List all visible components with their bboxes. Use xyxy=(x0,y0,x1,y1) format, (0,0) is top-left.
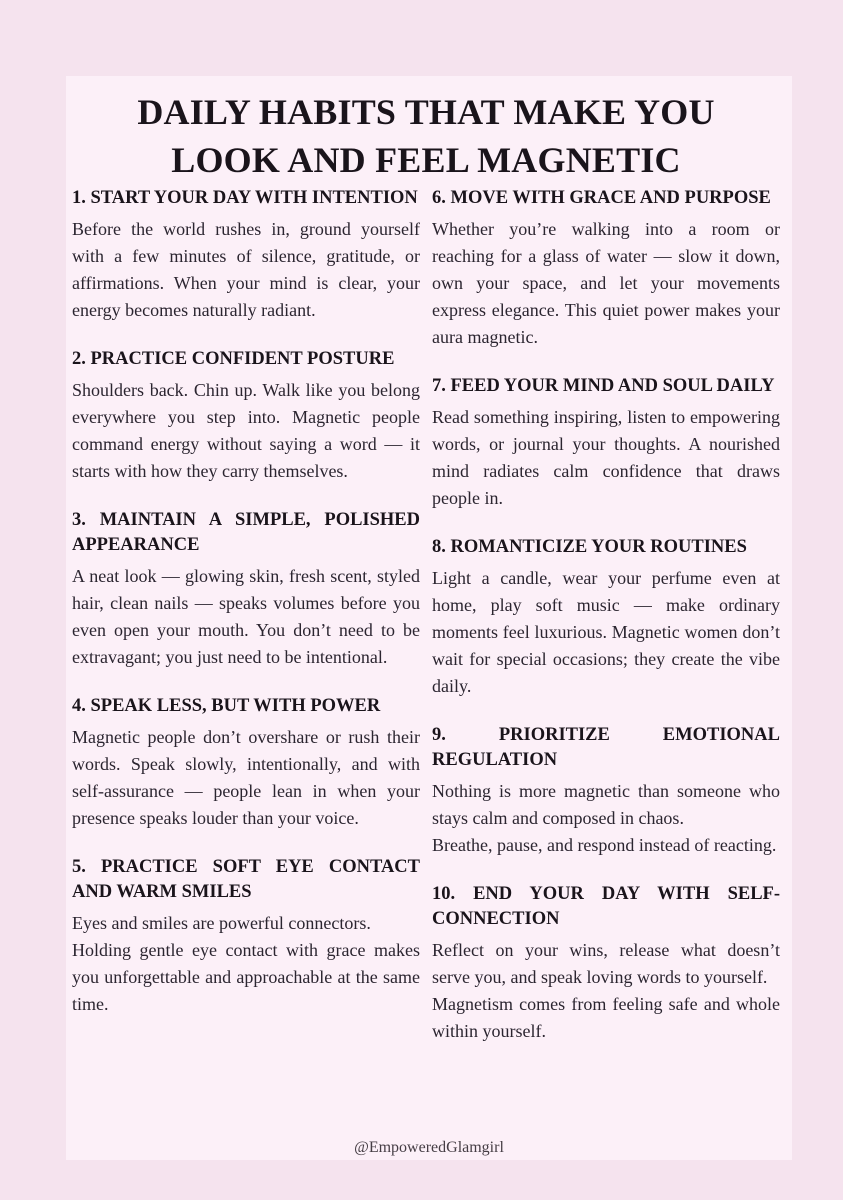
habit-section-7 xyxy=(432,374,780,512)
habit-paragraph: Breathe, pause, and respond instead of reacting. xyxy=(432,835,777,855)
watermark-handle: @EmpoweredGlamgirl xyxy=(354,1139,504,1156)
habit-paragraph: Reflect on your wins, release what doesn’t serve you, and speak loving words to yourself. xyxy=(432,940,780,987)
left-column xyxy=(72,186,420,1068)
habit-heading: 4. SPEAK LESS, BUT WITH POWER xyxy=(72,696,381,716)
page-title-line-1: DAILY HABITS THAT MAKE YOU xyxy=(137,92,715,132)
habit-paragraph: Magnetic people don’t overshare or rush their words. Speak slowly, intentionally, and with self-assurance — people lean in when your presence speaks louder than your voice. xyxy=(72,727,420,828)
two-column-layout xyxy=(72,186,780,1068)
habit-paragraph: Before the world rushes in, ground yourself with a few minutes of silence, gratitude, or affirmations. When your mind is clear, your energy becomes naturally radiant. xyxy=(72,219,420,320)
habit-paragraph: Eyes and smiles are powerful connectors. xyxy=(72,913,371,933)
habit-paragraph: Shoulders back. Chin up. Walk like you belong everywhere you step into. Magnetic people command energy without saying a word — it starts with how they carry themselves. xyxy=(72,380,420,481)
habit-heading: 8. ROMANTICIZE YOUR ROUTINES xyxy=(432,537,747,557)
habit-heading: 7. FEED YOUR MIND AND SOUL DAILY xyxy=(432,376,775,396)
habit-paragraph: A neat look — glowing skin, fresh scent, styled hair, clean nails — speaks volumes before you even open your mouth. You don’t need to be extravagant; you just need to be intentional. xyxy=(72,566,420,667)
habit-heading: 2. PRACTICE CONFIDENT POSTURE xyxy=(72,349,395,369)
habit-section-4 xyxy=(72,694,420,832)
habit-section-3 xyxy=(72,508,420,671)
habit-section-2 xyxy=(72,347,420,485)
habit-section-1 xyxy=(72,186,420,324)
habit-section-10 xyxy=(432,882,780,1045)
habit-heading: 9. PRIORITIZE EMOTIONAL REGULATION xyxy=(432,725,780,770)
habit-paragraph: Whether you’re walking into a room or reaching for a glass of water — slow it down, own your space, and let your movements express elegance. This quiet power makes your aura magnetic. xyxy=(432,219,780,347)
habit-paragraph: Magnetism comes from feeling safe and whole within yourself. xyxy=(432,994,780,1041)
habit-heading: 6. MOVE WITH GRACE AND PURPOSE xyxy=(432,188,771,208)
habit-heading: 10. END YOUR DAY WITH SELF-CONNECTION xyxy=(432,884,780,929)
content-area xyxy=(66,76,792,1160)
habit-paragraph: Read something inspiring, listen to empowering words, or journal your thoughts. A nourished mind radiates calm confidence that draws people in. xyxy=(432,407,780,508)
habit-paragraph: Holding gentle eye contact with grace makes you unforgettable and approachable at the same time. xyxy=(72,940,420,1014)
habit-section-5 xyxy=(72,855,420,1018)
content-card xyxy=(66,76,792,1160)
habit-section-6 xyxy=(432,186,780,351)
habit-paragraph: Light a candle, wear your perfume even at home, play soft music — make ordinary moments feel luxurious. Magnetic women don’t wait for special occasions; they create the vibe daily. xyxy=(432,568,780,696)
page-title-line-2: LOOK AND FEEL MAGNETIC xyxy=(171,140,681,180)
habit-section-8 xyxy=(432,535,780,700)
habit-heading: 3. MAINTAIN A SIMPLE, POLISHED APPEARANCE xyxy=(72,510,420,555)
page-title xyxy=(72,88,780,184)
habit-heading: 1. START YOUR DAY WITH INTENTION xyxy=(72,188,418,208)
right-column xyxy=(432,186,780,1068)
habit-heading: 5. PRACTICE SOFT EYE CONTACT AND WARM SMILES xyxy=(72,857,420,902)
habit-section-9 xyxy=(432,723,780,859)
habit-paragraph: Nothing is more magnetic than someone who stays calm and composed in chaos. xyxy=(432,781,780,828)
